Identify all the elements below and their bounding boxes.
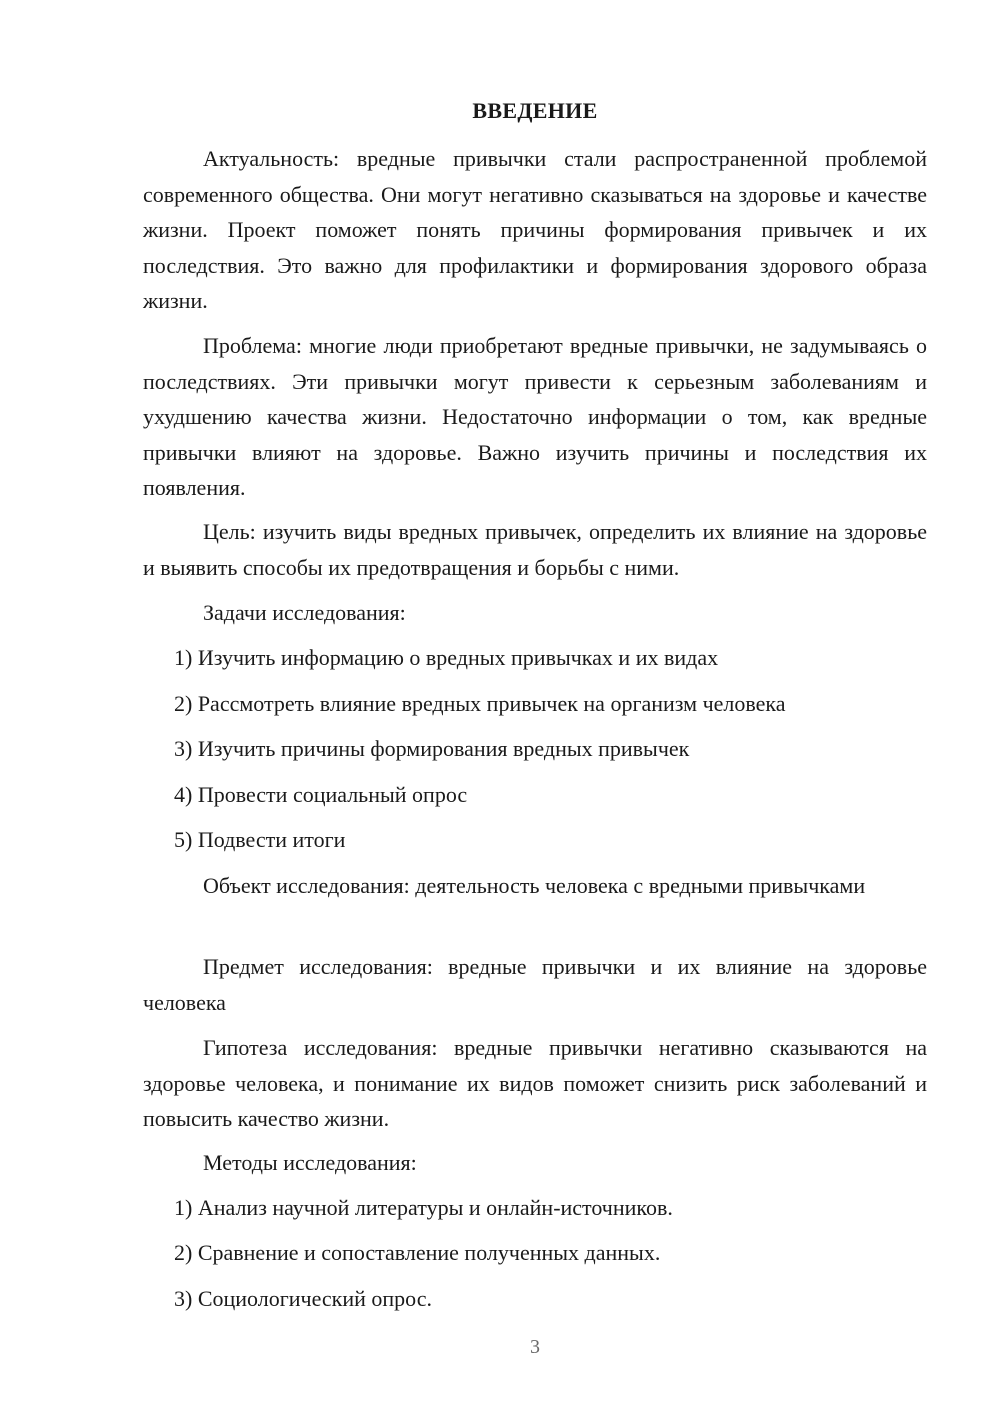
page-number: 3 [530, 1336, 540, 1358]
object-paragraph: Объект исследования: деятельность человека с вредными привычками [203, 873, 866, 898]
method-item: 2) Сравнение и сопоставление полученных данных. [174, 1240, 661, 1265]
task-item: 4) Провести социальный опрос [174, 782, 468, 807]
page-title: ВВЕДЕНИЕ [472, 98, 598, 123]
problem-paragraph: Проблема: многие люди приобретают вредные привычки, не задумываясь о последствиях. Эти привычки могут привести к серьезным заболеваниям и ухудшению качества жизни. Недостаточно информации о том, как вредные привычки влияют на здоровье. Важно изучить причины и последствия их появления. [143, 333, 927, 500]
hypothesis-paragraph: Гипотеза исследования: вредные привычки негативно сказываются на здоровье человека, и понимание их видов поможет снизить риск заболеваний и повысить качество жизни. [143, 1035, 927, 1131]
goal-paragraph: Цель: изучить виды вредных привычек, определить их влияние на здоровье и выявить способы их предотвращения и борьбы с ними. [143, 519, 927, 580]
task-item: 2) Рассмотреть влияние вредных привычек на организм человека [174, 691, 786, 716]
task-item: 5) Подвести итоги [174, 827, 346, 852]
subject-paragraph: Предмет исследования: вредные привычки и их влияние на здоровье человека [143, 954, 927, 1015]
task-item: 1) Изучить информацию о вредных привычках и их видах [174, 645, 719, 670]
task-item: 3) Изучить причины формирования вредных привычек [174, 736, 690, 761]
document-page [143, 0, 927, 1414]
method-item: 3) Социологический опрос. [174, 1286, 432, 1311]
method-item: 1) Анализ научной литературы и онлайн-источников. [174, 1195, 673, 1220]
methods-heading: Методы исследования: [203, 1150, 417, 1175]
tasks-heading: Задачи исследования: [203, 600, 406, 625]
relevance-paragraph: Актуальность: вредные привычки стали распространенной проблемой современного общества. Они могут негативно сказываться на здоровье и качестве жизни. Проект поможет понять причины формирования привычек и их последствия. Это важно для профилактики и формирования здорового образа жизни. [143, 146, 927, 313]
